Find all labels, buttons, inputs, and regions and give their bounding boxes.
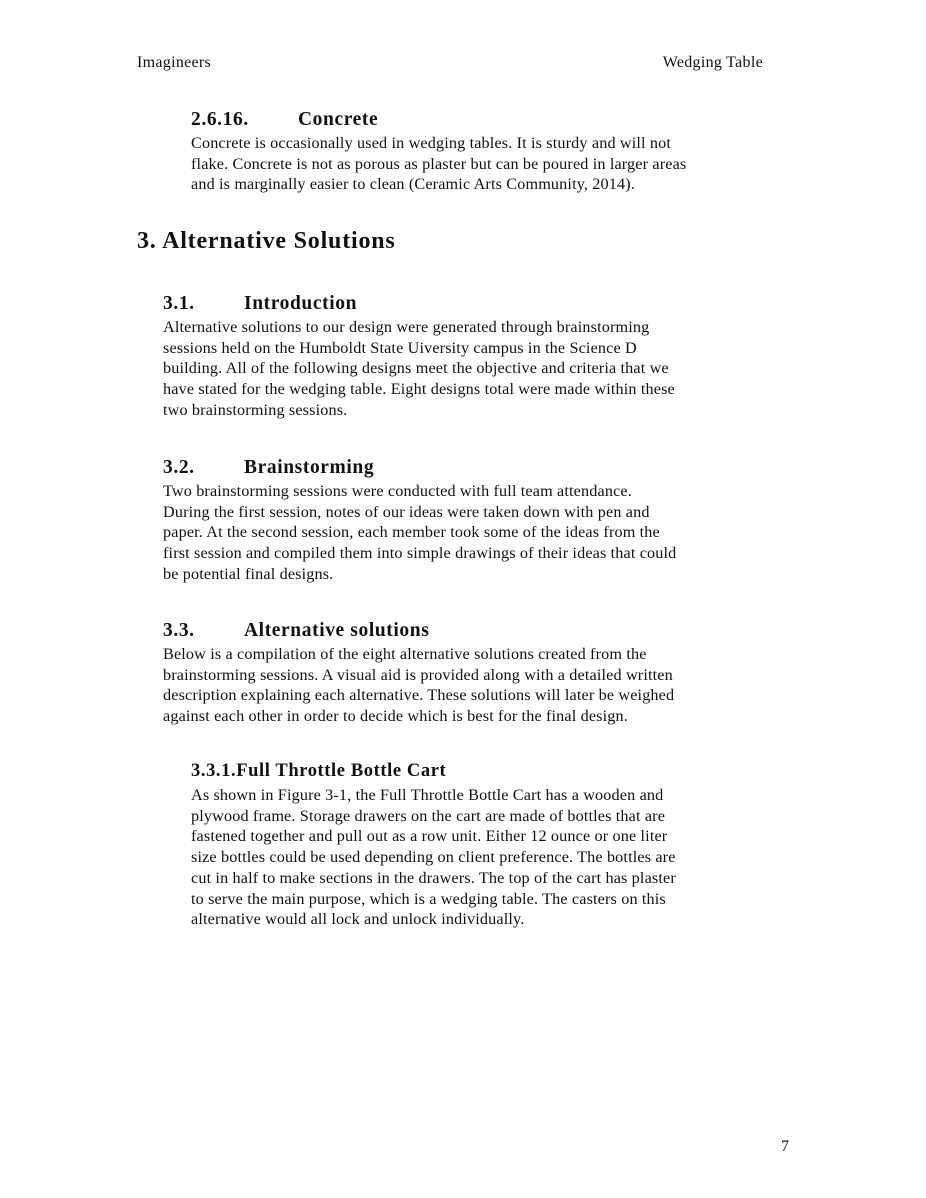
- text-line: alternative would all lock and unlock individually.: [191, 910, 525, 929]
- subsection-title: Introduction: [244, 293, 358, 314]
- text-line: two brainstorming sessions.: [163, 400, 348, 419]
- subsection-title: Concrete: [298, 109, 379, 130]
- text-line: have stated for the wedging table. Eight designs total were made within these: [163, 380, 675, 399]
- subsection-3-3-1-body: [191, 785, 676, 930]
- subsection-3-1-heading: [163, 293, 357, 315]
- subsection-3-1-body: [163, 317, 675, 421]
- text-line: against each other in order to decide which is best for the final design.: [163, 707, 628, 726]
- text-line: Alternative solutions to our design were generated through brainstorming: [163, 318, 650, 336]
- subsection-title: Alternative solutions: [244, 620, 430, 641]
- subsection-2-6-16-body: [191, 133, 686, 195]
- running-header-right: Wedging Table: [662, 54, 763, 71]
- text-line: plywood frame. Storage drawers on the cart are made of bottles that are: [191, 806, 666, 825]
- text-line: size bottles could be used depending on client preference. The bottles are: [191, 848, 676, 867]
- text-line: first session and compiled them into simple drawings of their ideas that could: [163, 544, 677, 563]
- text-line: Below is a compilation of the eight alternative solutions created from the: [163, 645, 647, 663]
- section-3-heading: 3. Alternative Solutions: [137, 228, 396, 254]
- subsection-3-2-heading: [163, 457, 374, 479]
- text-line: and is marginally easier to clean (Ceramic Arts Community, 2014).: [191, 175, 636, 194]
- subsection-number: 3.1.: [163, 293, 195, 314]
- subsection-3-2-body: [163, 481, 676, 585]
- subsection-number: 3.3.: [163, 620, 195, 641]
- text-line: flake. Concrete is not as porous as plaster but can be poured in larger areas: [191, 154, 687, 173]
- text-line: sessions held on the Humboldt State Uiversity campus in the Science D: [163, 338, 637, 357]
- text-line: paper. At the second session, each member took some of the ideas from the: [163, 523, 660, 542]
- text-line: description explaining each alternative. These solutions will later be weighed: [163, 686, 675, 705]
- text-line: building. All of the following designs meet the objective and criteria that we: [163, 359, 669, 378]
- subsection-2-6-16-heading: [191, 109, 378, 131]
- subsection-3-3-1-heading: 3.3.1.Full Throttle Bottle Cart: [191, 761, 447, 781]
- text-line: As shown in Figure 3-1, the Full Throttle Bottle Cart has a wooden and: [191, 786, 664, 804]
- page-number: 7: [781, 1138, 789, 1155]
- running-header-left: Imagineers: [137, 54, 212, 71]
- subsection-title: Brainstorming: [244, 457, 375, 478]
- subsection-3-3-heading: [163, 620, 429, 642]
- subsection-number: 3.2.: [163, 457, 195, 478]
- text-line: brainstorming sessions. A visual aid is provided along with a detailed written: [163, 665, 673, 684]
- text-line: During the first session, notes of our ideas were taken down with pen and: [163, 502, 650, 521]
- text-line: Concrete is occasionally used in wedging tables. It is sturdy and will not: [191, 134, 671, 152]
- text-line: fastened together and pull out as a row unit. Either 12 ounce or one liter: [191, 827, 668, 846]
- subsection-3-3-body: [163, 644, 674, 727]
- text-line: to serve the main purpose, which is a wedging table. The casters on this: [191, 889, 666, 908]
- text-line: Two brainstorming sessions were conducted with full team attendance.: [163, 482, 632, 500]
- subsection-number: 2.6.16.: [191, 109, 249, 130]
- text-line: cut in half to make sections in the drawers. The top of the cart has plaster: [191, 868, 676, 887]
- text-line: be potential final designs.: [163, 564, 334, 583]
